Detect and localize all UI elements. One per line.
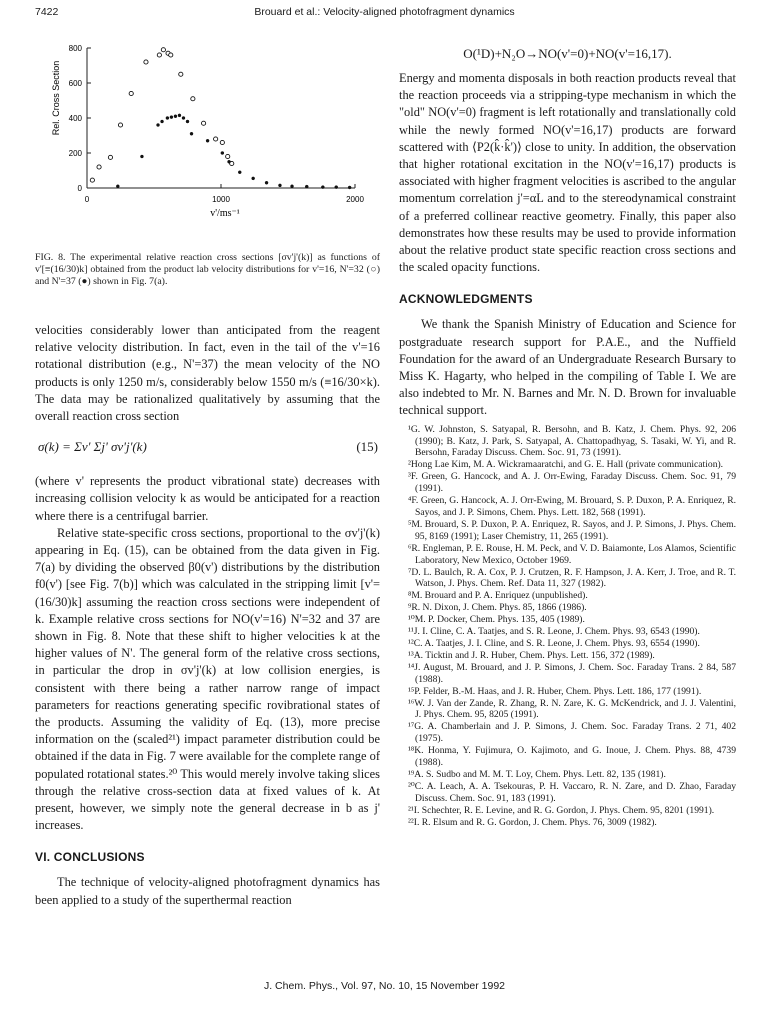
- reaction-equation: O(¹D)+N₂O→NO(v'=0)+NO(v'=16,17).: [463, 46, 672, 61]
- reference-item: ⁹R. N. Dixon, J. Chem. Phys. 85, 1866 (1986).: [408, 602, 587, 614]
- reference-item: ¹⁵P. Felder, B.-M. Haas, and J. R. Huber, Chem. Phys. Lett. 186, 177 (1991).: [408, 685, 702, 697]
- y-tick-label: 200: [68, 149, 82, 158]
- reference-item: ²²I. R. Elsum and R. G. Gordon, J. Chem. Phys. 76, 3009 (1982).: [408, 816, 657, 828]
- reference-item: ³F. Green, G. Hancock, and A. J. Orr-Ewing, Faraday Discuss. Chem. Soc. 91, 79 (1991).: [408, 471, 736, 495]
- data-point-filled: [238, 171, 241, 174]
- reference-item: ¹³A. Ticktin and J. R. Huber, Chem. Phys. Lett. 156, 372 (1989).: [408, 649, 655, 661]
- left-paragraph-2: (where v' represents the product vibrational state) decreases with increasing collision velocity k as would be anticipated for a reaction where there is a centrifugal barrier.: [35, 474, 380, 523]
- chart-ticks: [69, 44, 365, 204]
- data-point-open: [97, 165, 101, 169]
- chart-axes: [87, 48, 355, 188]
- data-point-filled: [170, 116, 173, 119]
- data-point-filled: [221, 152, 224, 155]
- left-paragraph-1: velocities considerably lower than anticipated from the reagent relative velocity distribution. In fact, even in the tail of the v'=16 rotational distribution (e.g., N'=37) the mean velocity of the NO products is only 1250 m/s, considerably below 1550 m/s (≡16/30×k). The data may be rationalized qualitatively by assuming that the overall reaction cross section: [35, 323, 380, 424]
- data-point-filled: [265, 181, 268, 184]
- reference-item: ²⁰C. A. Leach, A. A. Tsekouras, P. H. Vaccaro, R. N. Zare, and D. Zhao, Faraday Discuss. Chem. Soc. 91, 183 (1991).: [408, 780, 736, 804]
- data-point-filled: [166, 117, 169, 120]
- data-point-filled: [335, 186, 338, 189]
- y-tick-label: 0: [77, 184, 82, 193]
- data-point-open: [179, 72, 183, 76]
- data-point-filled: [278, 184, 281, 187]
- data-point-open: [226, 154, 230, 158]
- chart-ylabel: Rel. Cross Section: [51, 60, 61, 136]
- data-point-filled: [228, 160, 231, 163]
- figure-8-chart: [35, 38, 380, 243]
- chart-marks: [90, 48, 351, 189]
- acknowledgments-paragraph: We thank the Spanish Ministry of Education and Science for postgraduate research support for P.A.E., and the Nuffield Foundation for the award of an Undergraduate Research Bursary to Miss K. Hagarty, who helped in the compiling of Table I. We are also indebted to Mr. N. Barnes and Mr. N. D. Brown for invaluable technical support.: [399, 317, 736, 418]
- right-paragraph-1: Energy and momenta disposals in both reaction products reveal that the reaction proceeds via a stripping-type mechanism in which the "old" NO(v'=0) fragment is left rotationally and translationally cold while the newly formed NO(v'=16,17) products are forward scattered with ⟨P2(k̂·k̂')⟩ close to unity. In addition, the observation that higher rotational excitation in the NO(v'=16,17) products is associated with higher fragment velocities is ascribed to the angular momentum correlation j'=αL and to the stereodynamical constraint of a preferred collinear reactive geometry. Finally, this paper also demonstrates how these results may be used to provide information about the relative product state specific reaction cross sections and the scaled opacity functions.: [399, 71, 736, 275]
- reference-item: ²¹I. Schechter, R. E. Levine, and R. G. Gordon, J. Phys. Chem. 95, 8201 (1991).: [408, 804, 715, 816]
- data-point-filled: [178, 114, 181, 117]
- data-point-open: [191, 97, 195, 101]
- reference-item: ¹⁴J. August, M. Brouard, and J. P. Simons, J. Chem. Soc. Faraday Trans. 2 84, 587 (1988).: [408, 661, 736, 685]
- x-tick-label: 1000: [212, 195, 230, 204]
- data-point-open: [90, 178, 94, 182]
- reference-list: [399, 424, 736, 829]
- data-point-filled: [252, 177, 255, 180]
- data-point-open: [144, 60, 148, 64]
- right-column: [399, 46, 736, 828]
- left-paragraph-3: Relative state-specific cross sections, proportional to the σv'j'(k) appearing in Eq. (15), can be obtained from the data given in Fig. 7(a) by dividing the observed β0(v') distributions by the distribution f0(v') [see Fig. 7(b)] which was calculated in the stripping limit [v'=(16/30)k] assuming the reaction cross sections were independent of k. Example relative cross sections for NO(v'=16) N'=32 and 37 are shown in Fig. 8. Note that these shift to higher velocities k at the higher values of N'. The general form of the relative cross sections, in particular the drop in σv'j'(k) at low collision energies, is consistent with there being a rather narrow range of impact parameters for reactions generating specific rovibrational states of the products. Assuming the validity of Eq. (13), more precise information on the (scaled²¹) impact parameter distribution could be obtained if the data in Fig. 7 were available for the complete range of populated rotational states.²⁰ This would merely involve taking slices through the relative cross-section data at fixed values of k. At present, however, we simply note the general decrease in b as j' increases.: [35, 525, 380, 833]
- x-tick-label: 2000: [346, 195, 364, 204]
- page-number: 7422: [35, 6, 59, 18]
- data-point-open: [220, 140, 224, 144]
- data-point-open: [157, 53, 161, 57]
- data-point-filled: [206, 139, 209, 142]
- data-point-open: [129, 91, 133, 95]
- data-point-open: [201, 121, 205, 125]
- reference-item: ⁷D. L. Baulch, R. A. Cox, P. J. Crutzen, R. F. Hampson, J. A. Kerr, J. Troe, and R. T. Watson, J. Phys. Chem. Ref. Data 11, 327 (1982).: [408, 566, 736, 590]
- data-point-filled: [305, 185, 308, 188]
- data-point-filled: [190, 132, 193, 135]
- x-tick-label: 0: [84, 195, 90, 204]
- reference-item: ¹⁰M. P. Docker, Chem. Phys. 135, 405 (1989).: [408, 614, 585, 626]
- chart-xlabel: v'/ms⁻¹: [210, 208, 240, 219]
- y-tick-label: 400: [68, 114, 82, 123]
- y-tick-label: 800: [68, 44, 82, 53]
- data-point-filled: [174, 115, 177, 118]
- data-point-open: [161, 48, 165, 52]
- section-heading-conclusions: VI. CONCLUSIONS: [35, 850, 145, 865]
- data-point-open: [118, 123, 122, 127]
- data-point-filled: [186, 120, 189, 123]
- reference-item: ¹¹J. I. Cline, C. A. Taatjes, and S. R. Leone, J. Chem. Phys. 93, 6543 (1990).: [408, 626, 700, 638]
- y-tick-label: 600: [68, 79, 82, 88]
- reference-item: ¹²C. A. Taatjes, J. I. Cline, and S. R. Leone, J. Chem. Phys. 93, 6554 (1990).: [408, 637, 700, 649]
- data-point-filled: [140, 155, 143, 158]
- reference-item: ¹G. W. Johnston, S. Satyapal, R. Bersohn, and B. Katz, J. Chem. Phys. 92, 206 (1990); B. Katz, J. Park, S. Satyapal, A. Chattopadhyag, S. Tasaki, W. Yi, and R. Bersohn, Faraday Discuss. Chem. Soc. 91, 73 (1991).: [408, 423, 736, 459]
- reference-item: ⁵M. Brouard, S. P. Duxon, P. A. Enriquez, R. Sayos, and J. P. Simons, J. Phys. Chem. 95, 8169 (1991); Laser Chemistry, 11, 265 (1991).: [408, 518, 736, 542]
- left-paragraph-4: The technique of velocity-aligned photofragment dynamics has been applied to a study of the superthermal reaction: [35, 875, 380, 907]
- reference-item: ¹⁶W. J. Van der Zande, R. Zhang, R. N. Zare, K. G. McKendrick, and J. J. Valentini, J. Phys. Chem. 95, 8205 (1991).: [408, 697, 736, 721]
- reference-item: ¹⁹A. S. Sudbo and M. M. T. Loy, Chem. Phys. Lett. 82, 135 (1981).: [408, 768, 666, 780]
- data-point-filled: [291, 185, 294, 188]
- journal-footer: J. Chem. Phys., Vol. 97, No. 10, 15 November 1992: [263, 980, 506, 992]
- reference-item: ⁶R. Engleman, P. E. Rouse, H. M. Peck, and V. D. Baiamonte, Los Alamos, Scientific Laboratory, New Mexico, October 1969.: [408, 542, 736, 566]
- data-point-filled: [116, 185, 119, 188]
- reference-item: ²Hong Lae Kim, M. A. Wickramaaratchi, and G. E. Hall (private communication).: [408, 459, 724, 471]
- equation-15: [35, 437, 380, 463]
- data-point-filled: [157, 124, 160, 127]
- reference-item: ⁴F. Green, G. Hancock, A. J. Orr-Ewing, M. Brouard, S. P. Duxon, P. A. Enriquez, R. Sayos, and J. P. Simons, Chem. Phys. Lett. 182, 568 (1991).: [408, 495, 736, 518]
- equation-15-number: (15): [356, 439, 378, 455]
- reference-item: ⁸M. Brouard and P. A. Enriquez (unpublished).: [408, 590, 588, 602]
- data-point-filled: [321, 186, 324, 189]
- data-point-open: [214, 137, 218, 141]
- data-point-filled: [348, 186, 351, 189]
- section-heading-acknowledgments: ACKNOWLEDGMENTS: [399, 292, 533, 307]
- data-point-filled: [182, 117, 185, 120]
- figure-caption: FIG. 8. The experimental relative reaction cross sections [σv'j'(k)] as functions of v'[≡(16/30)k] obtained from the product lab velocity distributions for v'=16, N'=32 (○) and N'=37 (●) shown in Fig. 7(a).: [35, 252, 380, 287]
- data-point-open: [169, 53, 173, 57]
- left-column: [35, 322, 380, 909]
- equation-15-expression: σ(k) = Σv' Σj' σv'j'(k): [38, 439, 147, 455]
- reference-item: ¹⁸K. Honma, Y. Fujimura, O. Kajimoto, and G. Inoue, J. Chem. Phys. 88, 4739 (1988).: [408, 745, 736, 769]
- data-point-filled: [161, 120, 164, 123]
- data-point-open: [108, 155, 112, 159]
- reference-item: ¹⁷G. A. Chamberlain and J. P. Simons, J. Chem. Soc. Faraday Trans. 2 71, 402 (1975).: [408, 721, 736, 745]
- running-title: Brouard et al.: Velocity-aligned photofragment dynamics: [254, 6, 515, 18]
